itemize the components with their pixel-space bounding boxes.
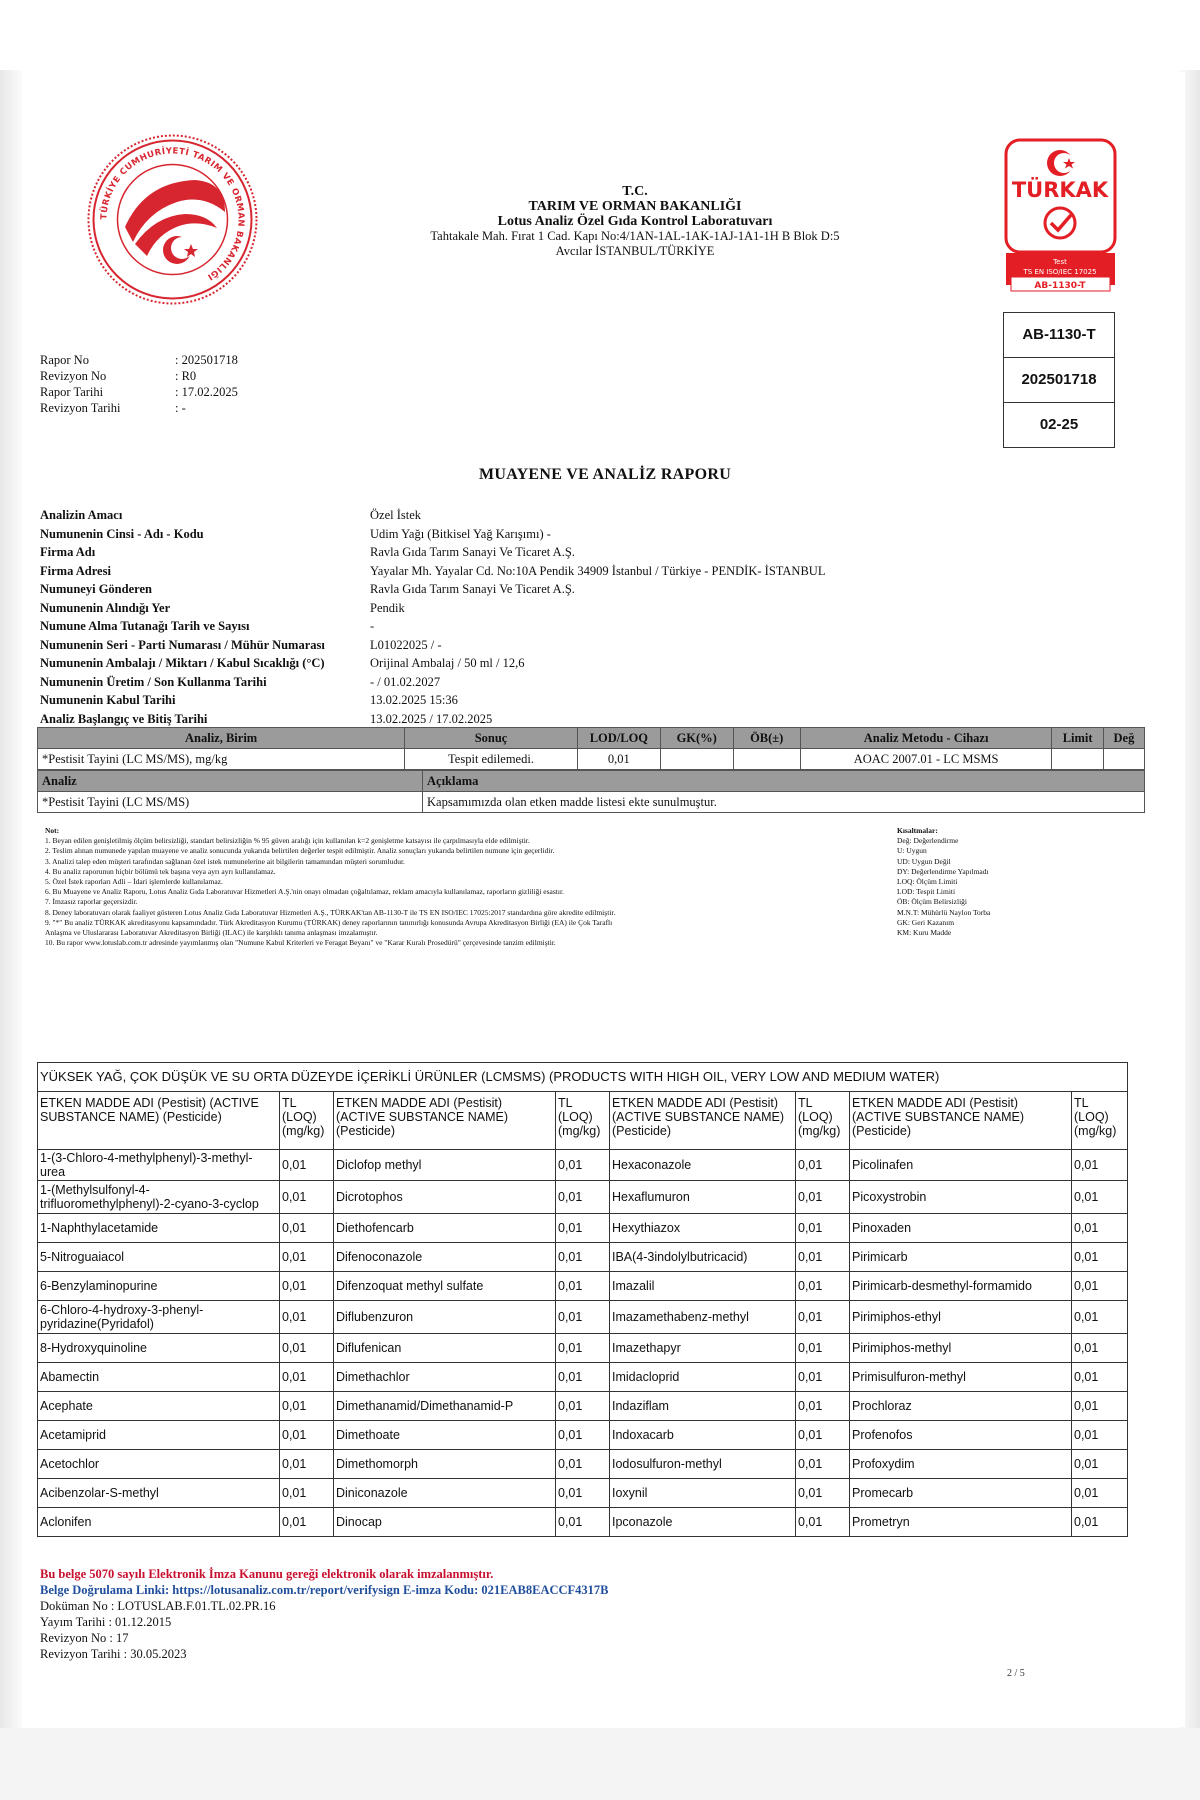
cell-tl-loq: 0,01 <box>556 1301 610 1334</box>
document-title: MUAYENE VE ANALİZ RAPORU <box>478 466 732 483</box>
turkak-test-label: Test <box>1053 258 1067 266</box>
cell-tl-loq: 0,01 <box>556 1508 610 1537</box>
ministry-seal-logo <box>85 132 260 307</box>
cell-tl-loq: 0,01 <box>280 1272 334 1301</box>
cell-substance-name: Ipconazole <box>610 1508 796 1537</box>
table-row <box>38 1150 1128 1181</box>
cell-substance-name: Imazalil <box>610 1272 796 1301</box>
abbreviation-line: UD: Uygun Değil <box>897 856 951 866</box>
cell-substance-name: Hexythiazox <box>610 1214 796 1243</box>
info-label: Analizin Amacı <box>40 508 123 522</box>
cell-tl-loq: 0,01 <box>796 1363 850 1392</box>
col-substance-name: ETKEN MADDE ADI (Pestisit) (ACTIVE SUBSTANCE NAME) (Pesticide) <box>334 1092 556 1150</box>
col-eval: Değ <box>1103 728 1144 749</box>
cell-tl-loq: 0,01 <box>556 1421 610 1450</box>
abbreviation-line: DY: Değerlendirme Yapılmadı <box>897 866 989 876</box>
table-row <box>38 1450 1128 1479</box>
note-line: Anlaşma ve Uluslararası Laboratuvar Akreditasyon Birliği (ILAC) ile karşılıklı tanıma anlaşması imzalamıştır. <box>45 928 378 938</box>
table-row <box>38 1363 1128 1392</box>
page-bottom-margin <box>0 1728 1200 1800</box>
turkak-accreditation-logo <box>1003 137 1118 297</box>
page-edge-left <box>0 70 22 1730</box>
accreditation-number: AB-1130-T <box>1004 313 1114 358</box>
document-number: Doküman No : LOTUSLAB.F.01.TL.02.PR.16 <box>40 1599 276 1613</box>
header-ministry: TARIM VE ORMAN BAKANLIĞI <box>528 199 742 214</box>
cell-tl-loq: 0,01 <box>556 1243 610 1272</box>
cell-tl-loq: 0,01 <box>796 1334 850 1363</box>
col-limit: Limit <box>1052 728 1104 749</box>
cell-substance-name: Indaziflam <box>610 1392 796 1421</box>
note-line: 9. "*" Bu analiz TÜRKAK akreditasyonu kapsamındadır. Türk Akreditasyon Kurumu (TÜRKAK) deney raporlarının tanınırlığı konusunda Avrupa Akreditasyon Birliği (EA) ile Çok Taraflı <box>45 917 613 927</box>
cell-substance-name: Indoxacarb <box>610 1421 796 1450</box>
header-country: T.C. <box>622 184 648 199</box>
col-substance-name: ETKEN MADDE ADI (Pestisit) (ACTIVE SUBSTANCE NAME) (Pesticide) <box>850 1092 1072 1150</box>
sample-info <box>40 506 825 728</box>
meta-value: : 202501718 <box>175 353 238 367</box>
table-row <box>38 749 1145 770</box>
cell-substance-name: Diflufenican <box>334 1334 556 1363</box>
cell-substance-name: Diflubenzuron <box>334 1301 556 1334</box>
cell-substance-name: Difenoconazole <box>334 1243 556 1272</box>
note-line: 10. Bu rapor www.lotuslab.com.tr adresinde yayımlanmış olan "Numune Kabul Kriterleri ve Feragat Beyanı" ve "Karar Kuralı Prosedürü" çerçevesinde tanzim edilmiştir. <box>45 938 556 948</box>
cell-tl-loq: 0,01 <box>556 1181 610 1214</box>
results-table <box>37 727 1145 770</box>
meta-label: Rapor Tarihi <box>40 385 104 399</box>
info-value: L01022025 / - <box>370 637 442 652</box>
cell-tl-loq: 0,01 <box>280 1301 334 1334</box>
turkak-standard: TS EN ISO/IEC 17025 <box>1023 268 1097 276</box>
cell-ob <box>733 749 800 770</box>
publication-date: Yayım Tarihi : 01.12.2015 <box>40 1615 172 1629</box>
e-signature-notice: Bu belge 5070 sayılı Elektronik İmza Kanunu gereği elektronik olarak imzalanmıştır. <box>40 1567 494 1581</box>
abbreviation-line: ÖB: Ölçüm Belirsizliği <box>897 897 967 907</box>
cell-explanation: Kapsamımızda olan etken madde listesi ekte sunulmuştur. <box>423 792 1145 813</box>
col-lod-loq: LOD/LOQ <box>577 728 660 749</box>
cell-tl-loq: 0,01 <box>280 1479 334 1508</box>
cell-result: Tespit edilemedi. <box>405 749 578 770</box>
info-label: Firma Adı <box>40 545 96 559</box>
cell-substance-name: Dinocap <box>334 1508 556 1537</box>
page-number: 2 / 5 <box>1007 1668 1025 1679</box>
cell-substance-name: 6-Benzylaminopurine <box>38 1272 280 1301</box>
header-lab-name: Lotus Analiz Özel Gıda Kontrol Laboratuvarı <box>497 214 773 229</box>
table-row <box>38 1243 1128 1272</box>
cell-lod-loq: 0,01 <box>577 749 660 770</box>
info-value: - / 01.02.2027 <box>370 674 441 689</box>
cell-substance-name: Profenofos <box>850 1421 1072 1450</box>
cell-tl-loq: 0,01 <box>280 1334 334 1363</box>
note-line: 4. Bu analiz raporunun hiçbir bölümü tek başına veya ayrı ayrı kullanılamaz. <box>45 866 276 876</box>
lab-header <box>355 184 915 259</box>
cell-tl-loq: 0,01 <box>280 1243 334 1272</box>
cell-tl-loq: 0,01 <box>1072 1301 1128 1334</box>
cell-substance-name: Hexaflumuron <box>610 1181 796 1214</box>
meta-value: : R0 <box>175 369 197 383</box>
cell-tl-loq: 0,01 <box>556 1150 610 1181</box>
report-page <box>25 72 1185 1727</box>
cell-tl-loq: 0,01 <box>280 1508 334 1537</box>
info-value: Ravla Gıda Tarım Sanayi Ve Ticaret A.Ş. <box>370 582 575 596</box>
note-line: 6. Bu Muayene ve Analiz Raporu, Lotus Analiz Gıda Laboratuvar Hizmetleri A.Ş.'nin onayı olmadan çoğaltılamaz, reklam amacıyla kullanılamaz, raporların gizliliği esastır. <box>45 887 564 897</box>
cell-eval <box>1103 749 1144 770</box>
cell-tl-loq: 0,01 <box>1072 1479 1128 1508</box>
cell-substance-name: Acephate <box>38 1392 280 1421</box>
abbreviation-line: Değ: Değerlendirme <box>897 836 959 846</box>
cell-tl-loq: 0,01 <box>280 1450 334 1479</box>
col-tl-loq: TL (LOQ) (mg/kg) <box>556 1092 610 1150</box>
col-analysis: Analiz, Birim <box>38 728 405 749</box>
note-line: 3. Analizi talep eden müşteri tarafından sağlanan özel istek numunelerine ait bilgilerin tamamından müşteri sorumludur. <box>45 856 405 866</box>
col-substance-name: ETKEN MADDE ADI (Pestisit) (ACTIVE SUBSTANCE NAME) (Pesticide) <box>38 1092 280 1150</box>
table-row <box>38 1508 1128 1537</box>
cell-tl-loq: 0,01 <box>1072 1508 1128 1537</box>
table-row <box>38 1214 1128 1243</box>
cell-tl-loq: 0,01 <box>1072 1363 1128 1392</box>
cell-substance-name: Diethofencarb <box>334 1214 556 1243</box>
col-tl-loq: TL (LOQ) (mg/kg) <box>1072 1092 1128 1150</box>
cell-tl-loq: 0,01 <box>280 1421 334 1450</box>
report-meta <box>40 352 238 416</box>
cell-substance-name: Dimethachlor <box>334 1363 556 1392</box>
cell-analysis: *Pestisit Tayini (LC MS/MS) <box>38 792 423 813</box>
cell-substance-name: Pirimicarb <box>850 1243 1072 1272</box>
cell-tl-loq: 0,01 <box>1072 1450 1128 1479</box>
cell-substance-name: Hexaconazole <box>610 1150 796 1181</box>
info-value: Udim Yağı (Bitkisel Yağ Karışımı) - <box>370 526 551 541</box>
cell-tl-loq: 0,01 <box>556 1334 610 1363</box>
cell-substance-name: Dimethomorph <box>334 1450 556 1479</box>
note-line: 8. Deney laboratuvarı olarak faaliyet gösteren Lotus Analiz Gıda Laboratuvar Hizmetleri A.Ş., TÜRKAK'tan AB-1130-T ile TS EN ISO/IEC 17025:2017 standardına göre akredite edilmiştir. <box>45 907 616 917</box>
cell-tl-loq: 0,01 <box>1072 1214 1128 1243</box>
pesticide-table <box>37 1062 1128 1537</box>
notes <box>45 826 905 948</box>
cell-tl-loq: 0,01 <box>796 1301 850 1334</box>
info-label: Analiz Başlangıç ve Bitiş Tarihi <box>40 711 208 726</box>
meta-value: : - <box>175 401 186 415</box>
accreditation-id-box <box>1003 312 1115 448</box>
info-label: Numuneyi Gönderen <box>40 582 152 596</box>
cell-substance-name: 1-Naphthylacetamide <box>38 1214 280 1243</box>
cell-substance-name: Ioxynil <box>610 1479 796 1508</box>
col-method: Analiz Metodu - Cihazı <box>800 728 1051 749</box>
cell-substance-name: 5-Nitroguaiacol <box>38 1243 280 1272</box>
info-label: Numunenin Üretim / Son Kullanma Tarihi <box>40 674 267 689</box>
info-value: Yayalar Mh. Yayalar Cd. No:10A Pendik 34909 İstanbul / Türkiye - PENDİK- İSTANBUL <box>370 563 826 578</box>
cell-tl-loq: 0,01 <box>280 1150 334 1181</box>
cell-tl-loq: 0,01 <box>556 1272 610 1301</box>
cell-tl-loq: 0,01 <box>796 1508 850 1537</box>
meta-label: Revizyon No <box>40 369 107 383</box>
cell-substance-name: 8-Hydroxyquinoline <box>38 1334 280 1363</box>
cell-substance-name: Aclonifen <box>38 1508 280 1537</box>
notes-title: Not: <box>45 826 60 835</box>
col-explanation: Açıklama <box>423 771 1145 792</box>
info-value: 13.02.2025 / 17.02.2025 <box>370 711 493 726</box>
cell-tl-loq: 0,01 <box>556 1450 610 1479</box>
info-label: Numunenin Cinsi - Adı - Kodu <box>40 526 204 541</box>
cell-substance-name: Imazamethabenz-methyl <box>610 1301 796 1334</box>
cell-substance-name: Promecarb <box>850 1479 1072 1508</box>
abbreviation-line: LOD: Tespit Limiti <box>897 887 956 897</box>
header-address-line2: Avcılar İSTANBUL/TÜRKİYE <box>555 244 715 258</box>
info-label: Numunenin Kabul Tarihi <box>40 693 176 707</box>
info-value: Pendik <box>370 600 405 615</box>
turkak-brand: TÜRKAK <box>1011 178 1109 202</box>
cell-substance-name: Profoxydim <box>850 1450 1072 1479</box>
cell-tl-loq: 0,01 <box>556 1363 610 1392</box>
table-row <box>38 1421 1128 1450</box>
pesticide-table-caption: YÜKSEK YAĞ, ÇOK DÜŞÜK VE SU ORTA DÜZEYDE İÇERİKLİ ÜRÜNLER (LCMSMS) (PRODUCTS WITH HIGH OIL, VERY LOW AND MEDIUM WATER) <box>38 1063 1128 1092</box>
cell-gk <box>660 749 733 770</box>
info-value: Orijinal Ambalaj / 50 ml / 12,6 <box>370 656 525 670</box>
cell-substance-name: Prometryn <box>850 1508 1072 1537</box>
note-line: 5. Özel İstek raporları Adli – İdari işlemlerde kullanılamaz. <box>45 877 223 887</box>
col-tl-loq: TL (LOQ) (mg/kg) <box>796 1092 850 1150</box>
col-analysis: Analiz <box>38 771 423 792</box>
cell-substance-name: Dimethoate <box>334 1421 556 1450</box>
info-label: Numunenin Alındığı Yer <box>40 600 171 615</box>
cell-substance-name: 1-(Methylsulfonyl-4-trifluoromethylphenyl)-2-cyano-3-cyclop <box>38 1181 280 1214</box>
cell-substance-name: 1-(3-Chloro-4-methylphenyl)-3-methyl-urea <box>38 1150 280 1181</box>
table-row <box>38 1301 1128 1334</box>
cell-tl-loq: 0,01 <box>1072 1181 1128 1214</box>
col-substance-name: ETKEN MADDE ADI (Pestisit) (ACTIVE SUBSTANCE NAME) (Pesticide) <box>610 1092 796 1150</box>
document-footer <box>40 1566 609 1662</box>
cell-tl-loq: 0,01 <box>280 1363 334 1392</box>
meta-label: Revizyon Tarihi <box>40 401 121 415</box>
cell-tl-loq: 0,01 <box>1072 1150 1128 1181</box>
cell-tl-loq: 0,01 <box>796 1214 850 1243</box>
col-ob: ÖB(±) <box>733 728 800 749</box>
cell-tl-loq: 0,01 <box>1072 1392 1128 1421</box>
cell-substance-name: Prochloraz <box>850 1392 1072 1421</box>
col-result: Sonuç <box>405 728 578 749</box>
cell-substance-name: Picoxystrobin <box>850 1181 1072 1214</box>
cell-substance-name: IBA(4-3indolylbutricacid) <box>610 1243 796 1272</box>
abbreviation-line: GK: Geri Kazanım <box>897 917 955 927</box>
table-row <box>38 1334 1128 1363</box>
table-row <box>38 792 1145 813</box>
abbreviations <box>897 826 1097 938</box>
report-number-box: 202501718 <box>1004 358 1114 403</box>
cell-tl-loq: 0,01 <box>796 1272 850 1301</box>
cell-substance-name: Picolinafen <box>850 1150 1072 1181</box>
cell-tl-loq: 0,01 <box>280 1214 334 1243</box>
note-line: 1. Beyan edilen genişletilmiş ölçüm belirsizliği, standart belirsizliğin % 95 güven aralığı için kullanılan k=2 genişletme katsayısı ile çarpılmasıyla elde edilmiştir. <box>45 836 530 846</box>
turkak-code: AB-1130-T <box>1034 281 1086 291</box>
cell-substance-name: Acetochlor <box>38 1450 280 1479</box>
abbreviation-line: U: Uygun <box>897 846 927 856</box>
meta-label: Rapor No <box>40 353 89 367</box>
info-value: Özel İstek <box>370 508 422 522</box>
table-row <box>38 1392 1128 1421</box>
cell-limit <box>1052 749 1104 770</box>
cell-tl-loq: 0,01 <box>796 1421 850 1450</box>
cell-tl-loq: 0,01 <box>556 1392 610 1421</box>
cell-tl-loq: 0,01 <box>1072 1421 1128 1450</box>
col-gk: GK(%) <box>660 728 733 749</box>
cell-tl-loq: 0,01 <box>556 1479 610 1508</box>
header-address-line1: Tahtakale Mah. Fırat 1 Cad. Kapı No:4/1AN-1AL-1AK-1AJ-1A1-1H B Blok D:5 <box>430 229 840 243</box>
cell-tl-loq: 0,01 <box>556 1214 610 1243</box>
explanation-table <box>37 770 1145 813</box>
cell-tl-loq: 0,01 <box>280 1181 334 1214</box>
note-line: 2. Teslim alınan numunede yapılan muayene ve analiz sonucunda yukarıda belirtilen değerler tespit edilmiştir. Analiz sonuçları yukarıda belirtilen numune için geçerlidir. <box>45 846 555 856</box>
cell-substance-name: Diniconazole <box>334 1479 556 1508</box>
cell-substance-name: Difenzoquat methyl sulfate <box>334 1272 556 1301</box>
cell-tl-loq: 0,01 <box>1072 1272 1128 1301</box>
cell-substance-name: Abamectin <box>38 1363 280 1392</box>
revision-date: Revizyon Tarihi : 30.05.2023 <box>40 1647 187 1661</box>
cell-tl-loq: 0,01 <box>796 1392 850 1421</box>
cell-tl-loq: 0,01 <box>796 1150 850 1181</box>
info-label: Numunenin Seri - Parti Numarası / Mühür Numarası <box>40 637 325 652</box>
abbreviation-line: M.N.T: Mühürlü Naylon Torba <box>897 907 991 917</box>
info-label: Numune Alma Tutanağı Tarih ve Sayısı <box>40 619 250 633</box>
cell-substance-name: Pirimiphos-methyl <box>850 1334 1072 1363</box>
meta-value: : 17.02.2025 <box>175 385 238 399</box>
cell-substance-name: Primisulfuron-methyl <box>850 1363 1072 1392</box>
info-label: Numunenin Ambalajı / Miktarı / Kabul Sıcaklığı (°C) <box>40 656 325 670</box>
cell-tl-loq: 0,01 <box>796 1243 850 1272</box>
abbreviation-line: LOQ: Ölçüm Limiti <box>897 877 958 887</box>
cell-substance-name: Iodosulfuron-methyl <box>610 1450 796 1479</box>
cell-method: AOAC 2007.01 - LC MSMS <box>800 749 1051 770</box>
cell-substance-name: Dicrotophos <box>334 1181 556 1214</box>
cell-substance-name: Dimethanamid/Dimethanamid-P <box>334 1392 556 1421</box>
info-value: Ravla Gıda Tarım Sanayi Ve Ticaret A.Ş. <box>370 545 575 559</box>
col-tl-loq: TL (LOQ) (mg/kg) <box>280 1092 334 1150</box>
cell-substance-name: Pirimicarb-desmethyl-formamido <box>850 1272 1072 1301</box>
cell-tl-loq: 0,01 <box>280 1392 334 1421</box>
cell-analysis: *Pestisit Tayini (LC MS/MS), mg/kg <box>38 749 405 770</box>
note-line: 7. İmzasız raporlar geçersizdir. <box>45 897 138 907</box>
seal-text: TÜRKİYE CUMHURİYETİ TARIM VE ORMAN BAKANLIĞI <box>99 146 246 282</box>
cell-tl-loq: 0,01 <box>796 1479 850 1508</box>
info-label: Firma Adresi <box>40 563 111 578</box>
cell-tl-loq: 0,01 <box>1072 1334 1128 1363</box>
abbreviations-title: Kısaltmalar: <box>897 826 938 835</box>
cell-substance-name: Imidacloprid <box>610 1363 796 1392</box>
table-row <box>38 1272 1128 1301</box>
cell-substance-name: Acetamiprid <box>38 1421 280 1450</box>
abbreviation-line: KM: Kuru Madde <box>897 928 952 938</box>
cell-substance-name: Imazethapyr <box>610 1334 796 1363</box>
info-value: 13.02.2025 15:36 <box>370 693 458 707</box>
cell-tl-loq: 0,01 <box>1072 1243 1128 1272</box>
cell-tl-loq: 0,01 <box>796 1181 850 1214</box>
table-row <box>38 1181 1128 1214</box>
cell-substance-name: Pirimiphos-ethyl <box>850 1301 1072 1334</box>
cell-substance-name: Pinoxaden <box>850 1214 1072 1243</box>
cell-tl-loq: 0,01 <box>796 1450 850 1479</box>
info-value: - <box>370 619 375 633</box>
verification-link[interactable]: Belge Doğrulama Linki: https://lotusanaliz.com.tr/report/verifysign E-imza Kodu: 021EAB8EACCF4317B <box>40 1583 609 1597</box>
cell-substance-name: Diclofop methyl <box>334 1150 556 1181</box>
revision-number: Revizyon No : 17 <box>40 1631 129 1645</box>
date-code-box: 02-25 <box>1039 416 1079 433</box>
cell-substance-name: 6-Chloro-4-hydroxy-3-phenyl-pyridazine(Pyridafol) <box>38 1301 280 1334</box>
table-row <box>38 1479 1128 1508</box>
cell-substance-name: Acibenzolar-S-methyl <box>38 1479 280 1508</box>
